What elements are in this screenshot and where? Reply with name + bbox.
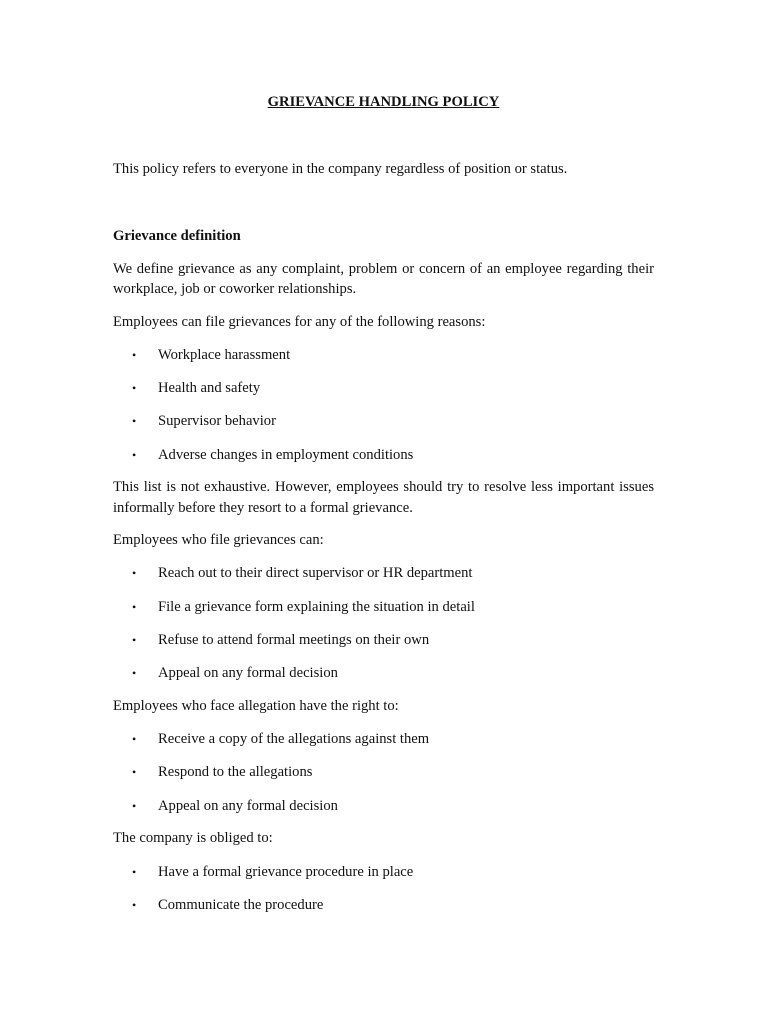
accused-list bbox=[113, 729, 654, 816]
bullet-icon: • bbox=[132, 414, 137, 429]
reasons-intro: Employees can file grievances for any of the following reasons: bbox=[113, 313, 486, 330]
list-item: • File a grievance form explaining the situation in detail bbox=[113, 597, 654, 618]
bullet-icon: • bbox=[132, 864, 137, 879]
bullet-icon: • bbox=[132, 566, 137, 581]
bullet-icon: • bbox=[132, 897, 137, 912]
list-item: • Reach out to their direct supervisor or HR department bbox=[113, 563, 654, 584]
bullet-icon: • bbox=[132, 633, 137, 648]
bullet-icon: • bbox=[132, 798, 137, 813]
list-item: • Appeal on any formal decision bbox=[113, 796, 654, 817]
company-intro: The company is obliged to: bbox=[113, 830, 273, 847]
document-body bbox=[113, 92, 654, 915]
bullet-icon: • bbox=[132, 381, 137, 396]
filers-intro: Employees who file grievances can: bbox=[113, 532, 324, 549]
list-item: • Communicate the procedure bbox=[113, 895, 654, 916]
accused-intro: Employees who face allegation have the right to: bbox=[113, 697, 399, 714]
list-item: • Receive a copy of the allegations against them bbox=[113, 729, 654, 750]
definition-paragraph: We define grievance as any complaint, problem or concern of an employee regarding their workplace, job or coworker relationships. bbox=[113, 260, 654, 297]
company-list bbox=[113, 862, 654, 916]
list-item: • Supervisor behavior bbox=[113, 411, 654, 432]
document-title: GRIEVANCE HANDLING POLICY bbox=[267, 94, 500, 110]
list-item: • Workplace harassment bbox=[113, 345, 654, 366]
list-item: • Adverse changes in employment conditions bbox=[113, 445, 654, 466]
intro-paragraph: This policy refers to everyone in the company regardless of position or status. bbox=[113, 160, 568, 177]
list-item: • Health and safety bbox=[113, 378, 654, 399]
reasons-list bbox=[113, 345, 654, 465]
bullet-icon: • bbox=[132, 599, 137, 614]
filers-list bbox=[113, 563, 654, 683]
bullet-icon: • bbox=[132, 666, 137, 681]
list-item: • Appeal on any formal decision bbox=[113, 663, 654, 684]
list-item: • Refuse to attend formal meetings on their own bbox=[113, 630, 654, 651]
list-item: • Have a formal grievance procedure in place bbox=[113, 862, 654, 883]
bullet-icon: • bbox=[132, 732, 137, 747]
bullet-icon: • bbox=[132, 447, 137, 462]
list-item: • Respond to the allegations bbox=[113, 762, 654, 783]
not-exhaustive-paragraph: This list is not exhaustive. However, employees should try to resolve less important issues informally before they resort to a formal grievance. bbox=[113, 479, 654, 516]
section-heading: Grievance definition bbox=[113, 228, 241, 244]
bullet-icon: • bbox=[132, 347, 137, 362]
bullet-icon: • bbox=[132, 765, 137, 780]
